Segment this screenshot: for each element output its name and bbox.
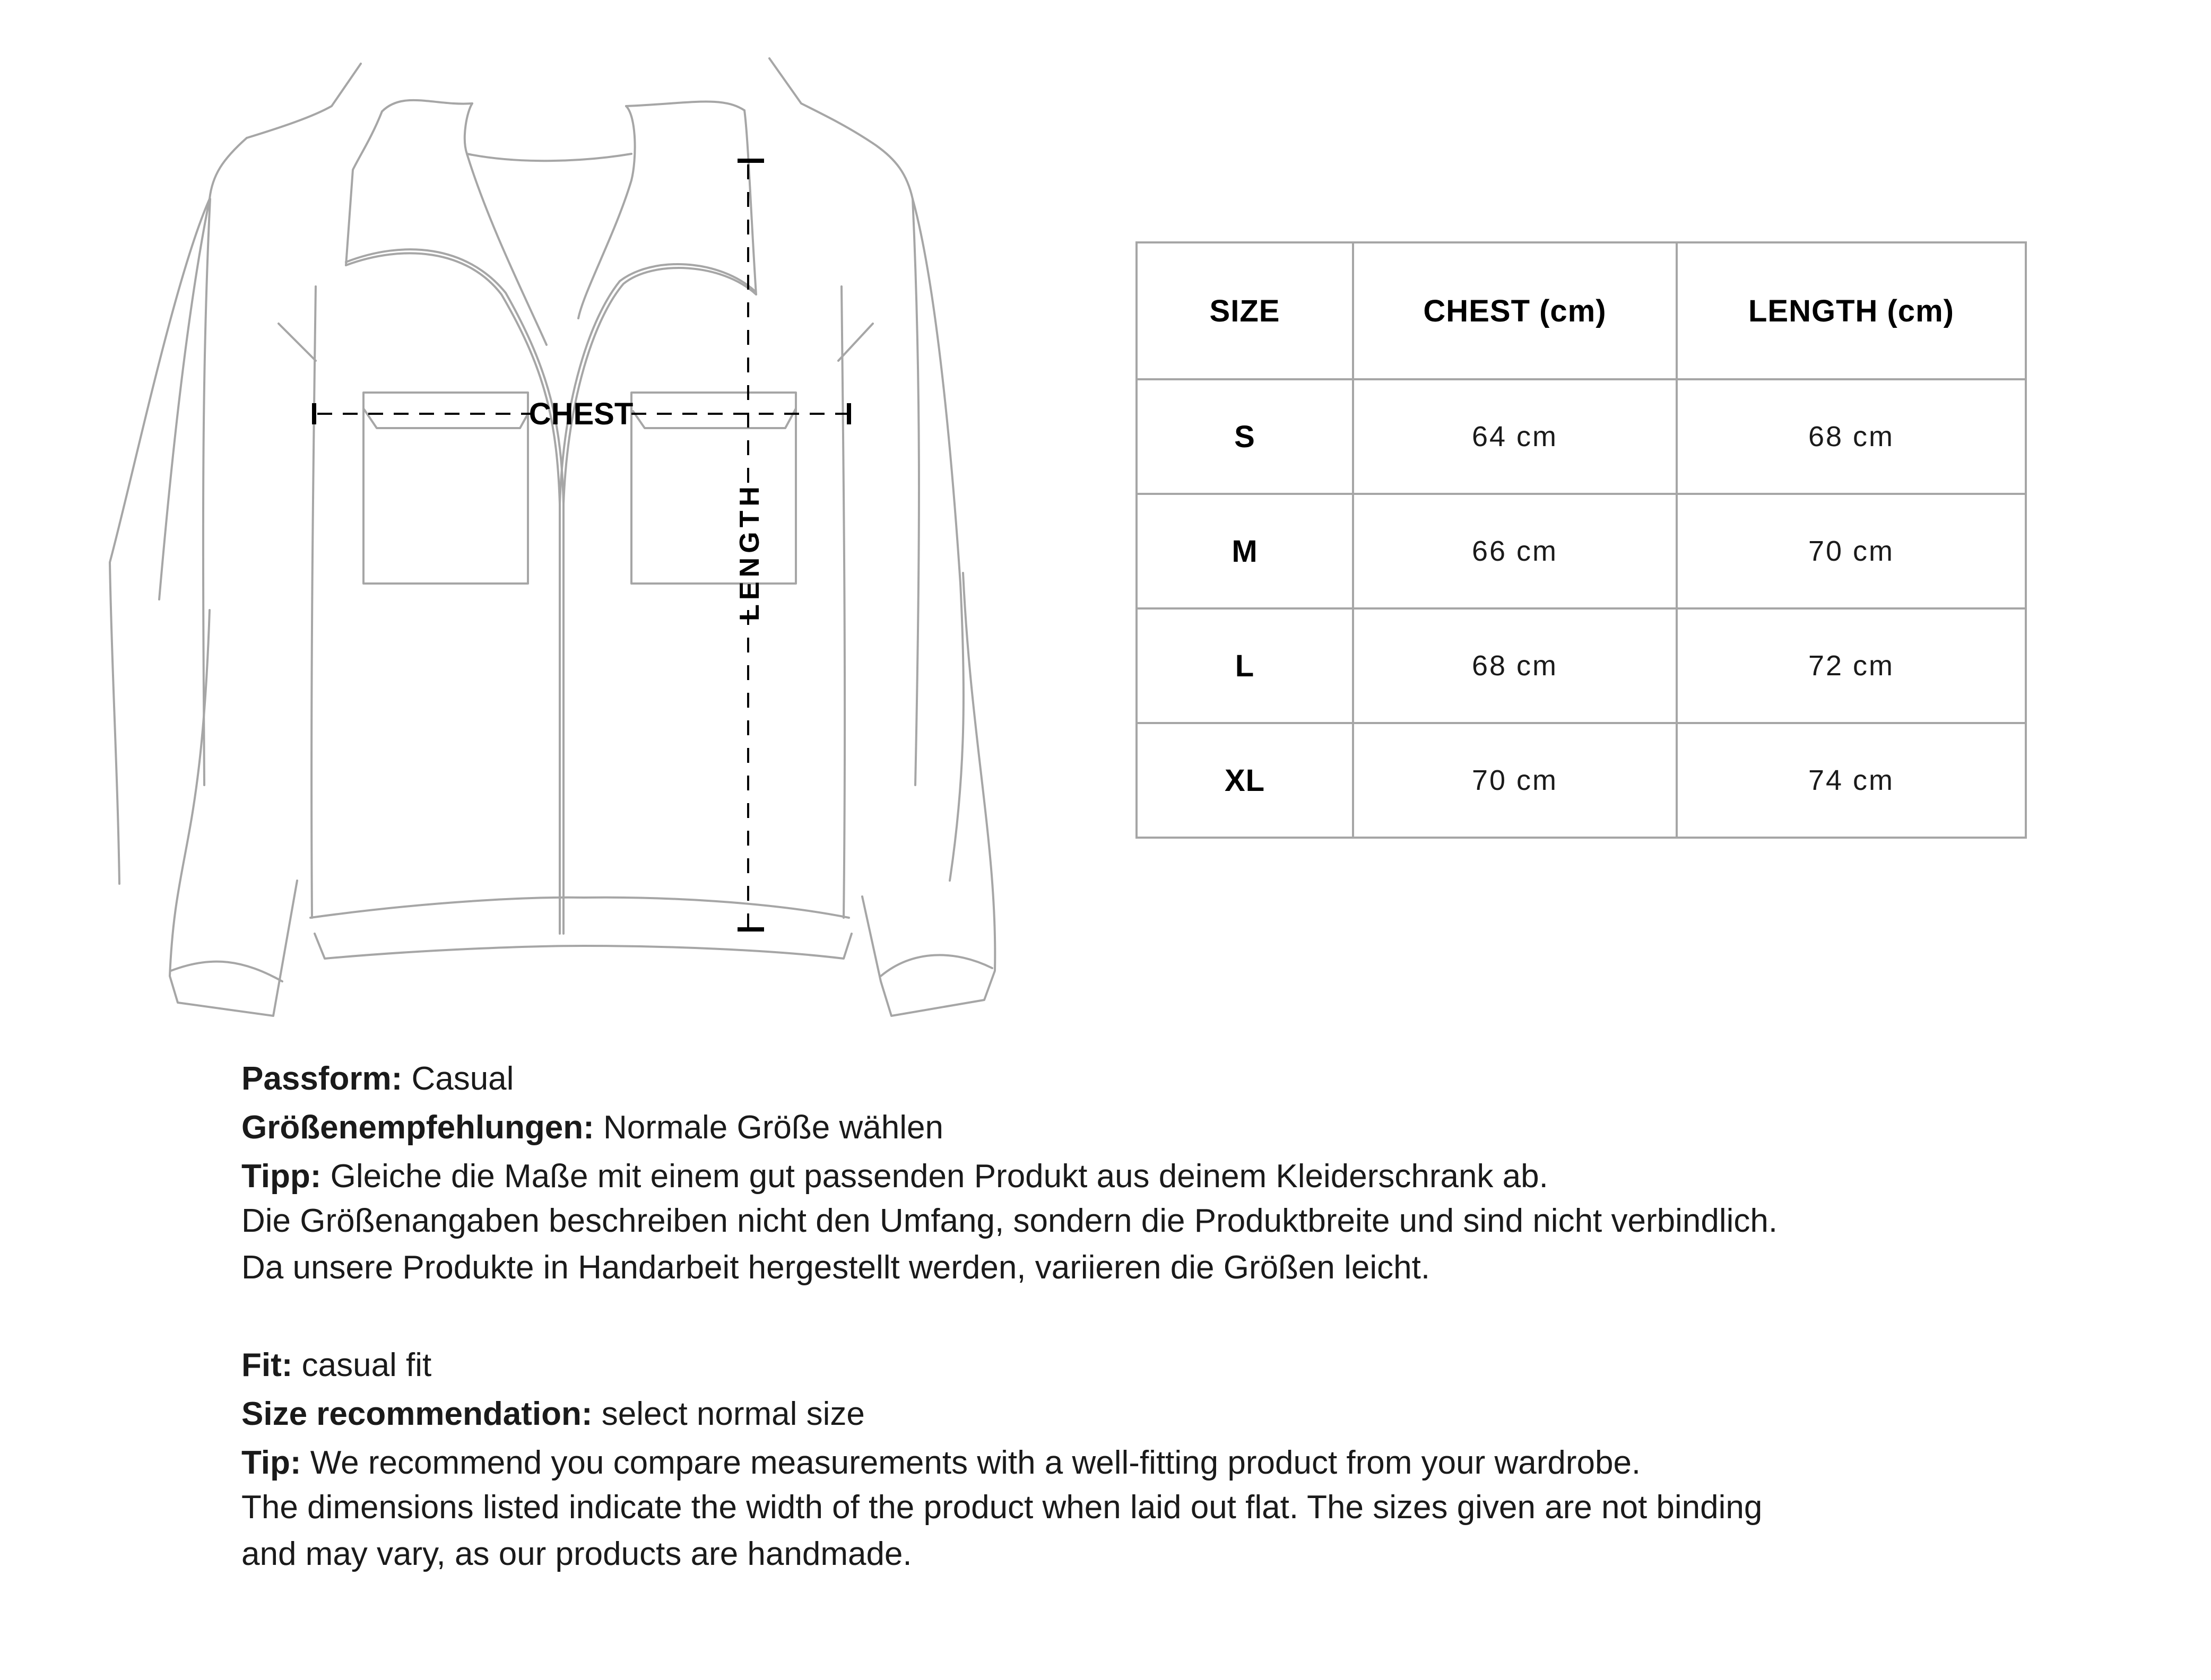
tip-value: Gleiche die Maße mit einem gut passenden Produkt aus deinem Kleiderschrank ab.	[321, 1158, 1548, 1195]
right-shoulder	[873, 143, 913, 199]
size-chart-table	[1135, 241, 2027, 839]
left-collar-outer	[346, 111, 382, 265]
chest-cell: 64 cm	[1353, 379, 1677, 494]
right-collar-outer	[744, 110, 756, 294]
recommendation-label: Size recommendation:	[241, 1396, 593, 1432]
left-cuff	[171, 962, 282, 981]
collar-top-left	[382, 100, 472, 111]
jacket-left-side	[110, 199, 210, 884]
left-front-panel	[311, 286, 316, 918]
tip-line-3: Da unsere Produkte in Handarbeit hergestellt werden, variieren die Größen leicht.	[241, 1249, 1430, 1286]
jacket-right-side	[913, 199, 964, 881]
right-pocket-flap	[633, 408, 796, 428]
length-cell: 70 cm	[1677, 494, 2026, 608]
recommendation-label: Größenempfehlungen:	[241, 1109, 594, 1146]
jacket-diagram	[0, 0, 1061, 1040]
right-pocket	[631, 393, 796, 584]
right-cuff	[881, 955, 992, 976]
length-cell: 68 cm	[1677, 379, 2026, 494]
chest-cell: 68 cm	[1353, 608, 1677, 723]
tip-line-2: The dimensions listed indicate the width of the product when laid out flat. The sizes given are not binding	[241, 1489, 1763, 1526]
table-row	[1137, 379, 2026, 494]
jacket-outline-icon	[0, 0, 1061, 1040]
size-cell: M	[1137, 494, 1353, 608]
tip-line	[241, 1444, 2045, 1491]
hem-top	[310, 898, 849, 918]
hem-bottom	[315, 934, 852, 959]
chest-label: CHEST	[528, 397, 634, 431]
measure-lines	[314, 161, 849, 929]
left-shoulder	[210, 138, 247, 199]
right-front-panel	[842, 286, 845, 918]
collar-inner-right	[578, 106, 635, 318]
header-chest: CHEST (cm)	[1353, 242, 1677, 379]
left-sleeve-outer	[159, 199, 210, 599]
recommendation-line	[241, 1111, 2045, 1160]
chest-cell: 70 cm	[1353, 723, 1677, 838]
left-pocket	[363, 393, 528, 584]
length-cell: 74 cm	[1677, 723, 2026, 838]
recommendation-value: select normal size	[592, 1396, 865, 1432]
length-cell: 72 cm	[1677, 608, 2026, 723]
tip-label: Tipp:	[241, 1158, 322, 1195]
collar-top-right	[626, 101, 744, 110]
tip-line-2: Die Größenangaben beschreiben nicht den Umfang, sondern die Produktbreite und sind nicht verbindlich.	[241, 1203, 1778, 1239]
size-cell: L	[1137, 608, 1353, 723]
table-row	[1137, 723, 2026, 838]
tip-label: Tip:	[241, 1444, 301, 1481]
fit-line	[241, 1349, 2045, 1398]
neckline	[467, 154, 631, 161]
chest-cell: 66 cm	[1353, 494, 1677, 608]
right-sleeve	[862, 573, 995, 1016]
length-label: LENGTH	[734, 482, 765, 621]
fit-label: Passform:	[241, 1060, 403, 1097]
jacket-outline	[110, 58, 995, 1016]
notes-german	[241, 1060, 2045, 1298]
left-pocket-flap	[363, 408, 528, 428]
zipper	[560, 504, 563, 934]
header-size: SIZE	[1137, 242, 1353, 379]
right-shoulder-top	[769, 58, 873, 143]
size-cell: XL	[1137, 723, 1353, 838]
header-length: LENGTH (cm)	[1677, 242, 2026, 379]
recommendation-line	[241, 1398, 2045, 1447]
tip-line-3: and may vary, as our products are handmade.	[241, 1536, 912, 1572]
left-sleeve	[170, 610, 297, 1016]
recommendation-value: Normale Größe wählen	[594, 1109, 943, 1146]
fit-value: Casual	[402, 1060, 514, 1097]
right-collar-edge	[563, 268, 756, 504]
table-row	[1137, 494, 2026, 608]
fit-line	[241, 1060, 2045, 1111]
collar-inner-left	[465, 103, 547, 345]
left-shoulder-top	[247, 64, 361, 138]
fit-value: casual fit	[292, 1347, 432, 1383]
right-body-seam	[913, 199, 919, 785]
size-cell: S	[1137, 379, 1353, 494]
table-row	[1137, 608, 2026, 723]
table-header-row	[1137, 242, 2026, 379]
notes-english	[241, 1349, 2045, 1585]
fit-label: Fit:	[241, 1347, 293, 1383]
tip-line	[241, 1160, 2045, 1205]
tip-value: We recommend you compare measurements with a well-fitting product from your wardrobe.	[301, 1444, 1641, 1481]
